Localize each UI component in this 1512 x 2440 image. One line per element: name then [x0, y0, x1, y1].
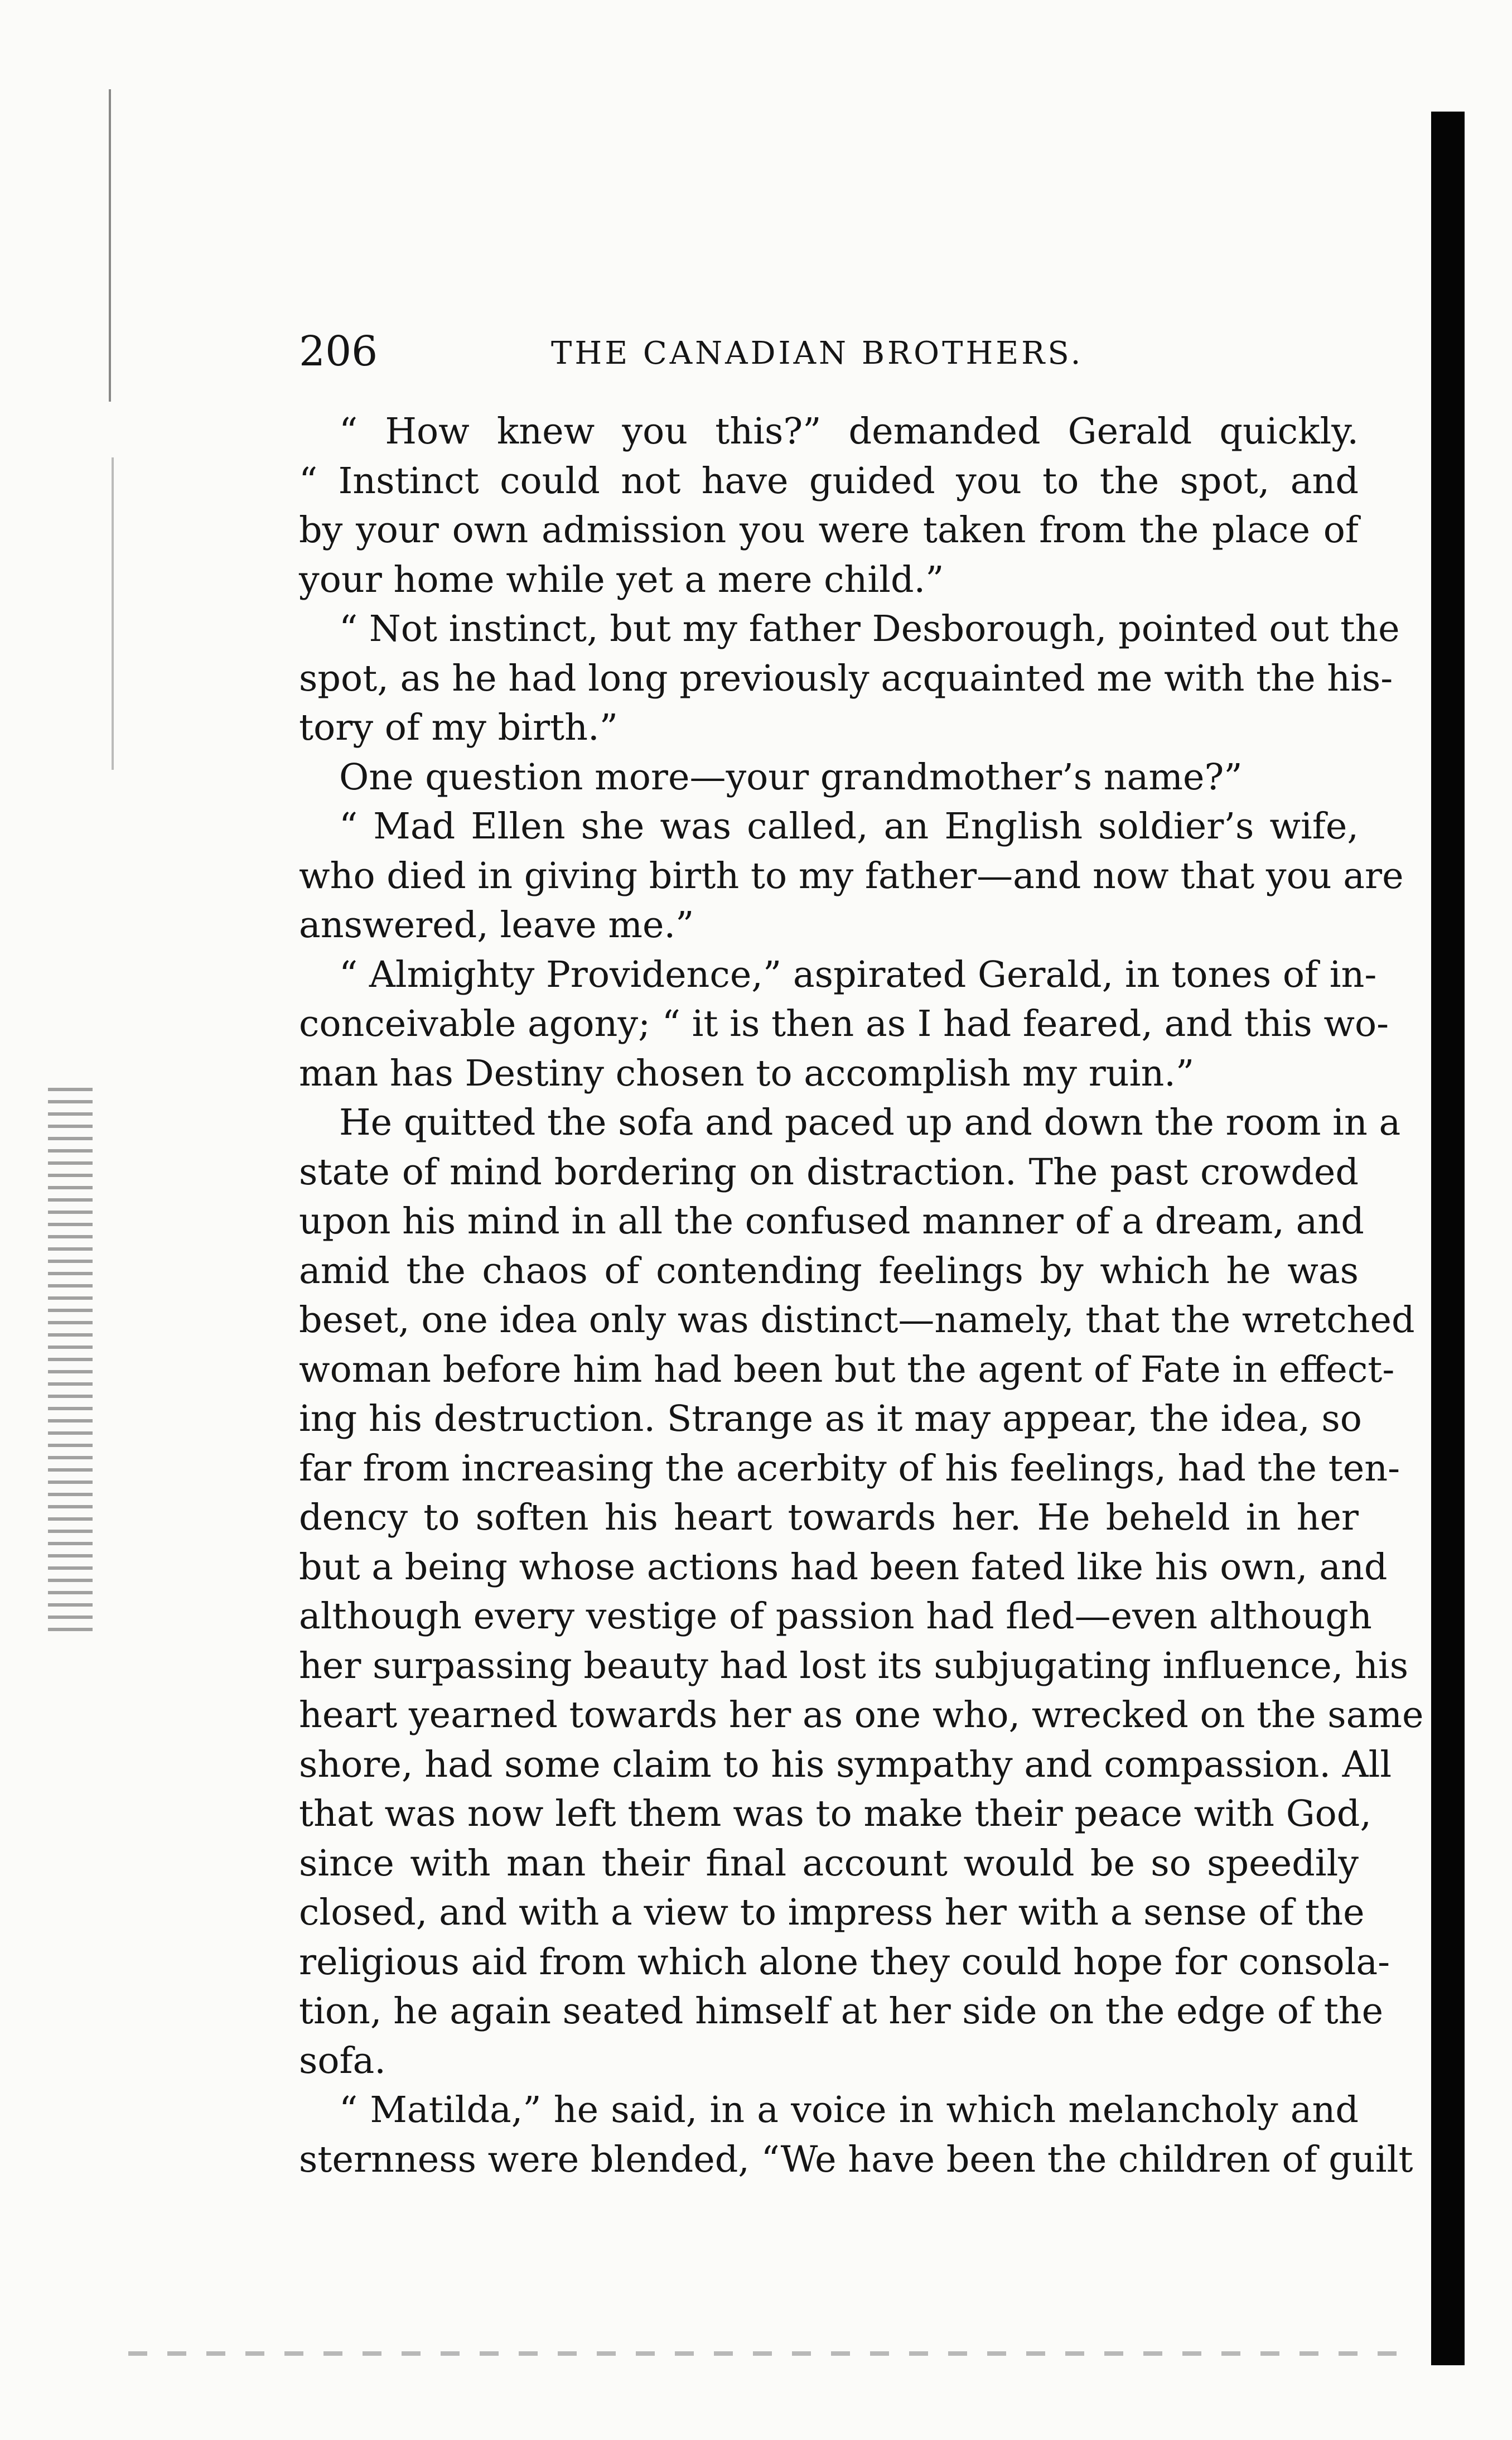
- text-line: tory of my birth.”: [299, 707, 618, 749]
- text-line: since with man their final account would be so speedily: [299, 1842, 1359, 1884]
- text-line: man has Destiny chosen to accomplish my ruin.”: [299, 1052, 1195, 1094]
- text-line: heart yearned towards her as one who, wrecked on the same: [299, 1694, 1424, 1736]
- text-line: “ How knew you this?” demanded Gerald quickly.: [339, 411, 1359, 452]
- text-line: your home while yet a mere child.”: [299, 558, 944, 601]
- text-line: woman before him had been but the agent of Fate in effect-: [299, 1348, 1395, 1391]
- text-line: by your own admission you were taken from the place of: [299, 509, 1359, 551]
- text-line: “ Almighty Providence,” aspirated Gerald, in tones of in-: [339, 953, 1377, 996]
- scan-artifact: [128, 2351, 1411, 2356]
- text-line: far from increasing the acerbity of his feelings, had the ten-: [299, 1447, 1400, 1489]
- text-line: state of mind bordering on distraction. The past crowded: [299, 1151, 1359, 1193]
- text-line: “ Not instinct, but my father Desborough, pointed out the: [339, 608, 1400, 650]
- text-line: spot, as he had long previously acquainted me with the his-: [299, 657, 1393, 700]
- page-header: [299, 324, 1392, 385]
- text-line: “ Matilda,” he said, in a voice in which melancholy and: [339, 2089, 1359, 2131]
- binding-shadow: [109, 89, 124, 402]
- text-line: closed, and with a view to impress her with a sense of the: [299, 1892, 1365, 1933]
- text-line: ing his destruction. Strange as it may appear, the idea, so: [299, 1398, 1362, 1440]
- text-line: “ Instinct could not have guided you to the spot, and: [299, 460, 1359, 502]
- text-line: shore, had some claim to his sympathy and compassion. All: [299, 1743, 1392, 1786]
- body-text: [299, 407, 1424, 2185]
- text-line: amid the chaos of contending feelings by which he was: [299, 1250, 1359, 1292]
- text-line: He quitted the sofa and paced up and down the room in a: [339, 1102, 1401, 1144]
- text-line: upon his mind in all the confused manner of a dream, and: [299, 1200, 1364, 1242]
- text-line: “ Mad Ellen she was called, an English soldier’s wife,: [339, 806, 1359, 847]
- text-line: answered, leave me.”: [299, 904, 694, 946]
- scan-edge-bar: [1431, 112, 1465, 2365]
- text-line: although every vestige of passion had fled—even although: [299, 1595, 1372, 1637]
- text-line: but a being whose actions had been fated like his own, and: [299, 1546, 1388, 1588]
- text-line: her surpassing beauty had lost its subjugating influence, his: [299, 1645, 1409, 1687]
- text-line: sternness were blended, “We have been the children of guilt: [299, 2138, 1413, 2181]
- text-line: who died in giving birth to my father—and now that you are: [299, 855, 1404, 897]
- page-number: 206: [299, 327, 378, 375]
- text-line: dency to soften his heart towards her. He beheld in her: [299, 1497, 1359, 1539]
- text-line: conceivable agony; “ it is then as I had feared, and this wo-: [299, 1003, 1389, 1045]
- text-line: that was now left them was to make their peace with God,: [299, 1793, 1372, 1835]
- text-line: tion, he again seated himself at her side on the edge of the: [299, 1990, 1384, 2032]
- text-line: One question more—your grandmother’s name?”: [339, 756, 1243, 798]
- text-line: religious aid from which alone they could hope for consola-: [299, 1941, 1390, 1983]
- scan-artifact: [48, 1088, 93, 1634]
- binding-shadow: [112, 457, 114, 770]
- text-line: beset, one idea only was distinct—namely, that the wretched: [299, 1299, 1415, 1341]
- text-line: sofa.: [299, 2039, 386, 2082]
- running-title: THE CANADIAN BROTHERS.: [551, 335, 1084, 372]
